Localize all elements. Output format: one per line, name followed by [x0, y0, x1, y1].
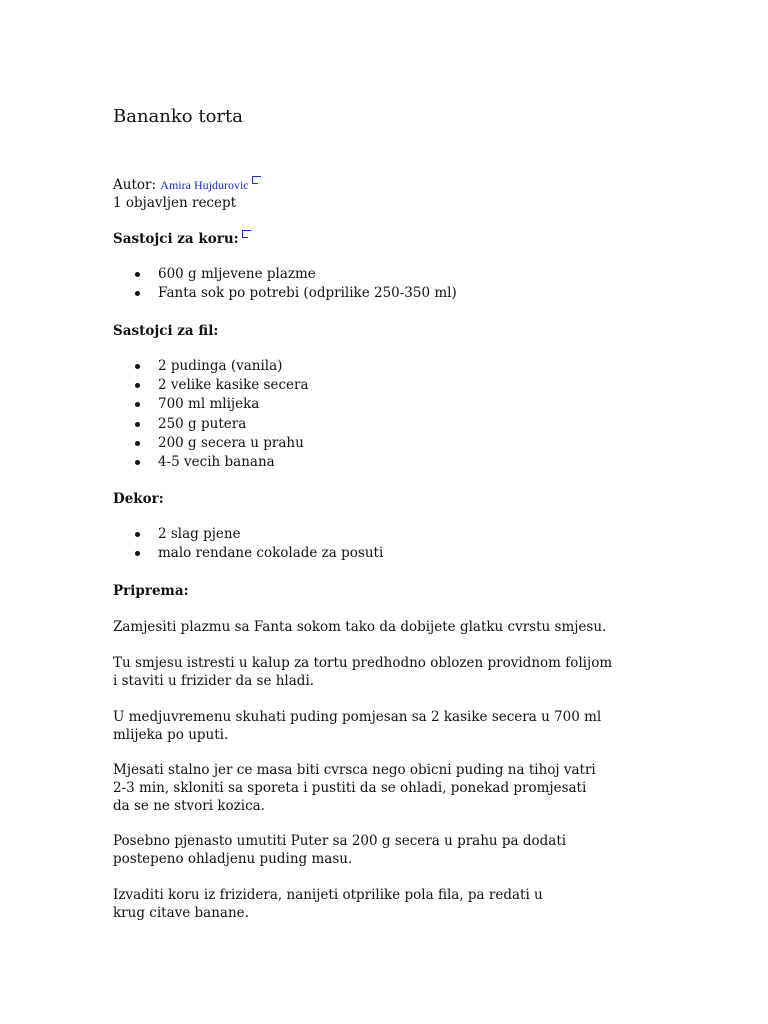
list-item: 2 velike kasike secera: [113, 376, 309, 395]
external-link-icon[interactable]: [242, 230, 248, 238]
step-line: mlijeka po uputi.: [113, 727, 229, 743]
decor-ingredients-list: [113, 525, 383, 563]
step-line: U medjuvremenu skuhati puding pomjesan sa 2 kasike secera u 700 ml: [113, 709, 602, 725]
step-line: krug citave banane.: [113, 905, 249, 921]
list-item: malo rendane cokolade za posuti: [113, 544, 383, 563]
step-line: Mjesati stalno jer ce masa biti cvrsca nego obicni puding na tihoj vatri: [113, 762, 596, 778]
step-line: Zamjesiti plazmu sa Fanta sokom tako da dobijete glatku cvrstu smjesu.: [113, 619, 607, 635]
step-line: 2-3 min, skloniti sa sporeta i pustiti da se ohladi, ponekad promjesati: [113, 780, 587, 796]
list-item: 200 g secera u prahu: [113, 434, 309, 453]
list-item: 4-5 vecih banana: [113, 453, 309, 472]
preparation-step: [113, 708, 601, 744]
step-line: postepeno ohladjenu puding masu.: [113, 851, 353, 867]
filling-ingredients-list: [113, 357, 309, 472]
step-line: Posebno pjenasto umutiti Puter sa 200 g secera u prahu pa dodati: [113, 833, 567, 849]
preparation-step: [113, 832, 566, 868]
list-item: 250 g putera: [113, 415, 309, 434]
recipe-title: Bananko torta: [113, 106, 243, 127]
preparation-heading: Priprema:: [113, 583, 189, 599]
crust-ingredients-list: [113, 265, 457, 303]
list-item: 2 slag pjene: [113, 525, 383, 544]
author-link[interactable]: Amira Hujdurovic: [160, 178, 249, 192]
filling-heading: Sastojci za fil:: [113, 323, 219, 339]
list-item: 700 ml mlijeka: [113, 395, 309, 414]
preparation-step: [113, 618, 606, 636]
recipes-count: 1 objavljen recept: [113, 195, 237, 211]
list-item: Fanta sok po potrebi (odprilike 250-350 ml): [113, 284, 457, 303]
author-label: Autor:: [113, 177, 156, 193]
step-line: Tu smjesu istresti u kalup za tortu predhodno oblozen providnom folijom: [113, 655, 613, 671]
list-item: 2 pudinga (vanila): [113, 357, 309, 376]
preparation-step: [113, 761, 596, 815]
step-line: Izvaditi koru iz frizidera, nanijeti otprilike pola fila, pa redati u: [113, 887, 543, 903]
list-item: 600 g mljevene plazme: [113, 265, 457, 284]
crust-heading: [113, 230, 248, 248]
preparation-step: [113, 886, 543, 922]
external-link-icon: [252, 176, 258, 184]
crust-heading-text: Sastojci za koru:: [113, 231, 239, 247]
author-line: [113, 176, 258, 194]
step-line: i staviti u frizider da se hladi.: [113, 673, 315, 689]
step-line: da se ne stvori kozica.: [113, 798, 265, 814]
preparation-step: [113, 654, 612, 690]
decor-heading: Dekor:: [113, 491, 164, 507]
